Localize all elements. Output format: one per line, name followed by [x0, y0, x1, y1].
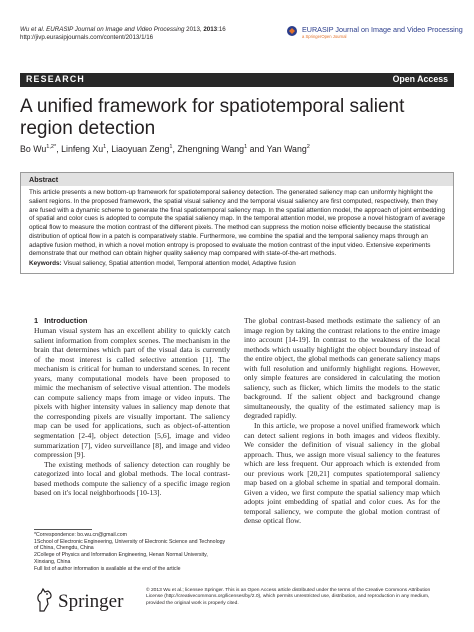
author-name[interactable]: Yan Wang: [266, 144, 307, 154]
paper-title: A unified framework for spatiotemporal salient region detection: [20, 96, 405, 139]
body-paragraph: In this article, we propose a novel unified framework which can detect salient regions in both images and videos flexibly. We consider the definition of visual saliency in the global approach. Thus, we assign more visual saliency to the features which are less frequent. Our approach which is extended from our previous work [20,21] computes spatiotemporal saliency map based on a global scheme in spatial and temporal domain. Given a video, we first compute the spatial saliency map which adopts joint embedding of spatial and color cues. As for the temporal saliency, we compute the global motion contrast of dense optical flow.: [244, 421, 440, 526]
citation-header: [20, 26, 226, 42]
citation-journal: Wu et al. EURASIP Journal on Image and Video Processing: [20, 26, 185, 33]
abstract-heading: Abstract: [29, 175, 59, 184]
citation-line: [20, 26, 226, 34]
section-heading: [34, 316, 87, 325]
article-type-label: RESEARCH: [26, 74, 85, 84]
footnote-rule: [34, 529, 92, 530]
open-access-label: Open Access: [392, 74, 448, 84]
section-number: 1: [34, 316, 39, 325]
affiliation-note: 2College of Physics and Information Engineering, Henan Normal University, Xinxiang, China: [34, 552, 208, 565]
author-separator: ,: [172, 144, 178, 154]
publisher-logo: [34, 586, 134, 620]
body-paragraph: The existing methods of saliency detection can roughly be categorized into local and global methods. The local contrast-based methods compute the saliency of a specific image region based on it's local neighborhoods [10-13].: [34, 459, 230, 498]
journal-logo-sub: a SpringerOpen Journal: [302, 34, 347, 39]
right-column: [244, 316, 440, 526]
author-affiliation-mark: 1: [244, 144, 248, 151]
abstract-text: This article presents a new bottom-up framework for spatiotemporal saliency detection. The generated saliency map can uniformly highlight the salient regions. In the proposed framework, the spatial visual saliency and the temporal visual saliency are first computed, respectively, then they are fused with a dynamic scheme to generate the final spatiotemporal saliency map. In the spatial attention model, the approach of joint embedding of spatial and color cues is adopted to compute the spatial saliency map. In the temporal attention model, we propose a novel histogram of average optical flow to measure the motion contrast of the different pixels. The method can suppress the motion noise efficiently because the statistical distribution of optical flow in a patch is comparatively stable. Furthermore, we combine the spatial and the temporal saliency maps through an adaptive fusion method, in which a novel motion entropy is proposed to evaluate the motion contrast of the input video. Extensive experiments demonstrate that our method can obtain higher quality saliency map compared with state-of-the-art methods.: [29, 189, 445, 258]
left-column: [34, 326, 230, 498]
author-name[interactable]: Bo Wu: [20, 144, 47, 154]
author-name[interactable]: Liaoyuan Zeng: [111, 144, 170, 154]
footnotes: [34, 532, 230, 572]
license-text: © 2013 Wu et al.; licensee Springer. This is an Open Access article distributed under the terms of the Creative Commons Attribution License (http://creativecommons.org/licenses/by/2.0), which permits unrestricted use, distribution, and reproduction in any medium, provided the original work is properly cited.: [146, 588, 431, 606]
publisher-name: Springer: [58, 591, 124, 612]
article-url[interactable]: http://jivp.eurasipjournals.com/content/2013/1/16: [20, 34, 154, 42]
affiliation-note: 1School of Electronic Engineering, University of Electronic Science and Technology of China, Chengdu, China: [34, 538, 226, 552]
author-name[interactable]: Linfeng Xu: [61, 144, 104, 154]
citation-article: :16: [217, 26, 226, 33]
author-affiliation-mark: 1: [169, 144, 173, 151]
author-affiliation-mark: 1: [103, 144, 107, 151]
correspondence-note: *Correspondence: bo.wu.cn@gmail.com: [34, 532, 127, 538]
author-list: [20, 144, 454, 154]
keywords-label: Keywords:: [29, 260, 62, 267]
section-title: Introduction: [44, 316, 88, 325]
springer-horse-icon: [34, 586, 56, 614]
abstract-box: [20, 172, 454, 274]
journal-logo: [286, 25, 463, 43]
keywords: [29, 260, 447, 269]
author-separator: and: [247, 144, 267, 154]
citation-year: 2013,: [186, 26, 202, 33]
citation-volume: 2013: [203, 26, 218, 33]
abstract-header: [21, 173, 453, 186]
author-affiliation-mark: 1,2*: [46, 144, 57, 151]
article-type-banner: [20, 73, 454, 87]
journal-logo-name: EURASIP Journal on Image and Video Processing: [302, 25, 463, 34]
author-affiliation-mark: 2: [306, 144, 310, 151]
author-separator: ,: [56, 144, 62, 154]
author-info-note: Full list of author information is available at the end of the article: [34, 565, 181, 572]
journal-mark-icon: [286, 25, 298, 37]
body-paragraph: The global contrast-based methods estimate the saliency of an image region by taking the contrast relations to the entire image into account [14-19]. In contrast to the weakness of the local methods which usually highlight the object boundary instead of the entire object, the global methods can generate saliency maps with full resolution and uniformly highlight regions. However, only simple features are considered in calculating the motion saliency, such as flicker, which limits the models to the static background. If the salient object and background change simultaneously, the quality of the estimated saliency map is degraded rapidly.: [244, 316, 440, 421]
author-separator: ,: [106, 144, 112, 154]
body-paragraph: Human visual system has an excellent ability to quickly catch salient information from complex scenes. The mechanism in the brain that determines which part of the visual data is currently of the most interest is called selective attention [1]. The mechanism is critical for human to understand scenes. In recent years, many computational models have been proposed to mimic the mechanism of selective visual attention. The models can compute saliency maps from image or video inputs. The pixels with higher intensity values in saliency map denote that the corresponding pixels are visually important. The saliency map can be used for applications, such as object-of-attention segmentation [2-4], object detection [5,6], image and video summarization [7], video surveillance [8], and image and video compression [9].: [34, 326, 230, 460]
keywords-list: Visual saliency, Spatial attention model, Temporal attention model, Adaptive fusion: [63, 260, 296, 267]
author-name[interactable]: Zhengning Wang: [177, 144, 245, 154]
